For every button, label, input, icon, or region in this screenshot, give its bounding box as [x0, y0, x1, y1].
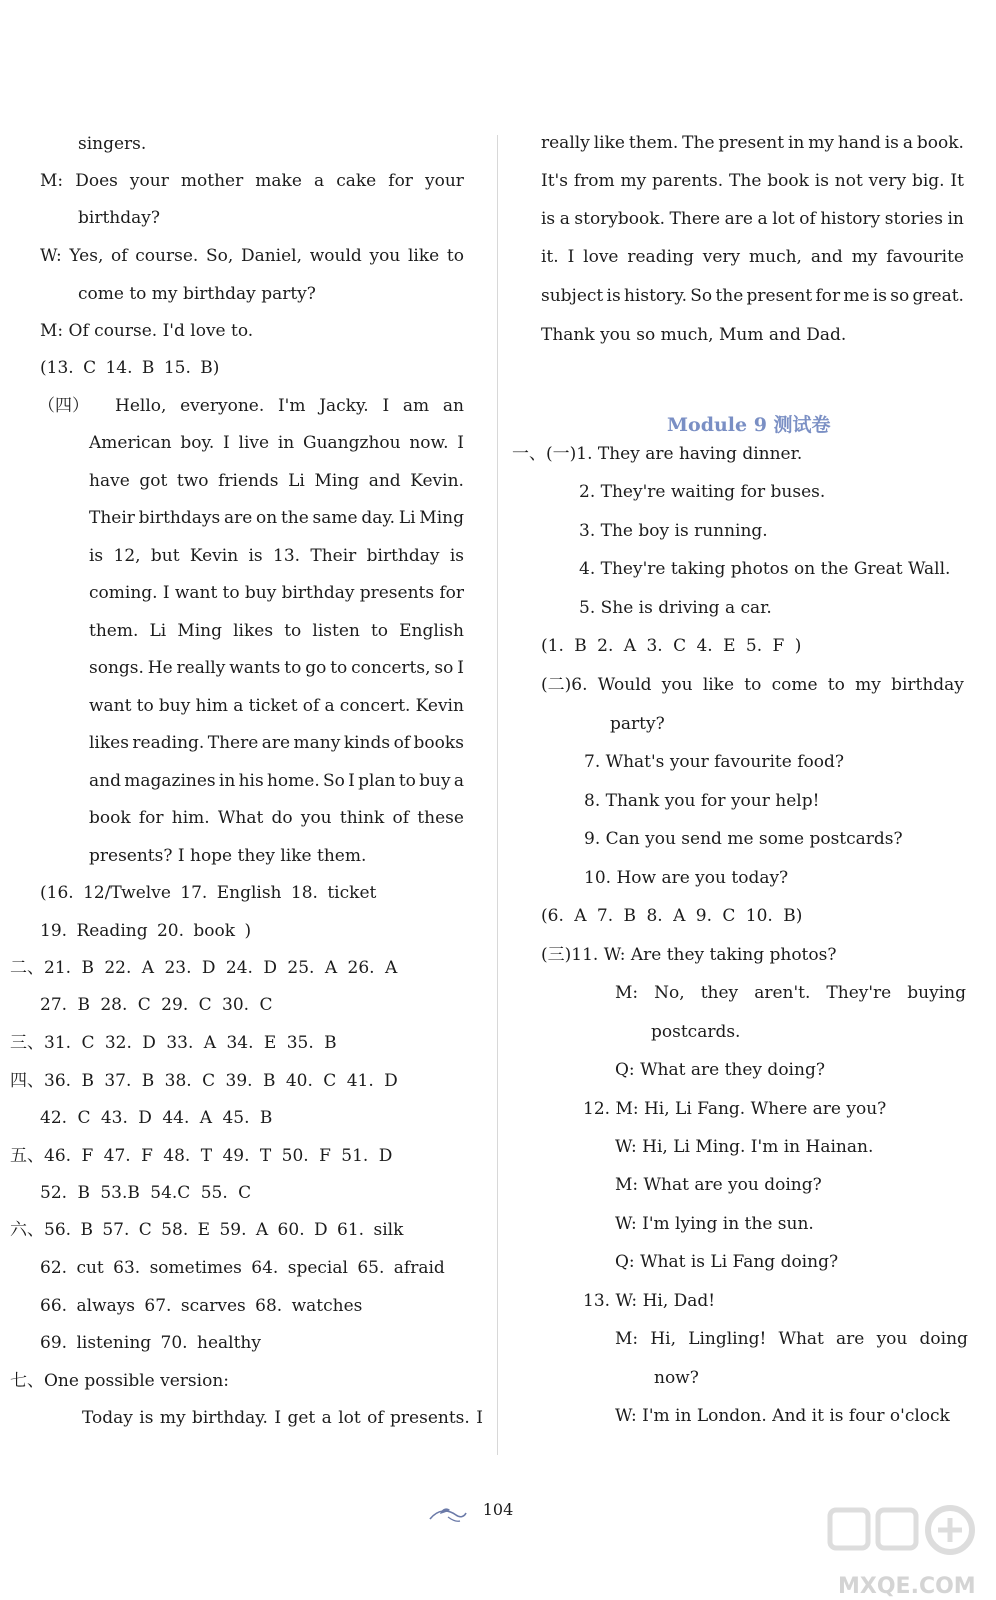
answer-line: 62. cut 63. sometimes 64. special 65. afraid	[40, 1258, 445, 1278]
word: of	[302, 696, 320, 716]
answer-line: 27. B 28. C 29. C 30. C	[40, 995, 273, 1015]
passage-line	[89, 545, 464, 567]
word: very	[868, 171, 907, 191]
word: to	[744, 675, 762, 695]
word: really	[176, 658, 226, 678]
word: I	[457, 658, 464, 678]
question-line: 10. How are you today?	[584, 868, 789, 888]
word: these	[417, 808, 464, 828]
word: a	[233, 696, 244, 716]
word: like	[593, 133, 625, 153]
passage-line	[89, 657, 464, 679]
word: and	[810, 247, 843, 267]
word: your	[129, 171, 169, 191]
answer-line: 六、56. B 57. C 58. E 59. A 60. D 61. silk	[10, 1220, 404, 1240]
word: subject	[541, 286, 604, 306]
word: them.	[628, 133, 679, 153]
word: present	[718, 133, 785, 153]
passage-line	[89, 807, 464, 829]
word: boy.	[180, 433, 215, 453]
word: think	[339, 808, 385, 828]
word: books	[413, 733, 464, 753]
word: 13.	[273, 546, 301, 566]
word: want	[174, 583, 218, 603]
word: history	[820, 209, 881, 229]
word: hand	[837, 133, 881, 153]
essay-line: Today is my birthday. I get a lot of presents. I	[82, 1408, 483, 1428]
word: come	[771, 675, 818, 695]
essay-line	[541, 246, 964, 268]
word: mother	[180, 171, 244, 191]
word: the	[715, 286, 744, 306]
word: live	[238, 433, 270, 453]
dialogue-line: M: What are you doing?	[615, 1175, 822, 1195]
word: got	[139, 471, 168, 491]
dialogue-line: now?	[654, 1368, 699, 1388]
word: are	[261, 733, 291, 753]
word: to	[446, 246, 464, 266]
question-line: 4. They're taking photos on the Great Wall.	[579, 559, 951, 579]
word: in	[218, 771, 236, 791]
word: The	[729, 171, 762, 191]
word: many	[293, 733, 341, 753]
word: and	[89, 771, 121, 791]
question-line	[541, 674, 964, 696]
word: book.	[916, 133, 964, 153]
word: in	[787, 133, 805, 153]
answer-line: 19. Reading 20. book )	[40, 921, 252, 941]
left-line: singers.	[78, 134, 147, 154]
word: I	[348, 771, 355, 791]
word: for	[138, 808, 164, 828]
word: buy	[158, 696, 191, 716]
word: lot	[772, 209, 795, 229]
word: aren't.	[754, 983, 811, 1003]
word: It's	[541, 171, 568, 191]
word: his	[238, 771, 264, 791]
word: big.	[911, 171, 945, 191]
word: from	[573, 171, 615, 191]
word: my	[855, 675, 881, 695]
word: kinds	[343, 733, 391, 753]
word: in	[277, 433, 295, 453]
word: Ming	[419, 508, 464, 528]
word: is	[248, 546, 263, 566]
word: coming.	[89, 583, 158, 603]
left-line: come to my birthday party?	[78, 284, 316, 304]
word: reading	[627, 247, 694, 267]
left-line: birthday?	[78, 208, 160, 228]
word: very	[702, 247, 741, 267]
word: Hello,	[115, 396, 167, 416]
dialogue-line: 13. W: Hi, Dad!	[583, 1291, 716, 1311]
word: Would	[597, 675, 652, 695]
word: 12,	[113, 546, 141, 566]
word: of	[392, 808, 410, 828]
word: favourite	[886, 247, 964, 267]
word: listen	[312, 621, 360, 641]
word: presents	[359, 583, 435, 603]
question-line: 3. The boy is running.	[579, 521, 768, 541]
word: present	[746, 286, 813, 306]
passage-line	[89, 470, 464, 492]
word: am	[402, 396, 430, 416]
passage-line: presents? I hope they like them.	[89, 846, 367, 866]
word: on	[256, 508, 278, 528]
word: of	[799, 209, 816, 229]
word: so	[434, 658, 454, 678]
word: really	[541, 133, 590, 153]
word: buy	[244, 583, 277, 603]
word: Li	[398, 508, 416, 528]
answer-line: (6. A 7. B 8. A 9. C 10. B)	[541, 906, 803, 926]
word: great.	[912, 286, 964, 306]
word: are	[836, 1329, 865, 1349]
left-line	[40, 245, 464, 267]
word: them.	[89, 621, 139, 641]
essay-line	[541, 170, 964, 192]
passage-line	[89, 770, 464, 792]
watermark-text: MXQE.COM	[838, 1574, 976, 1599]
word: is	[606, 286, 621, 306]
word: like	[407, 246, 440, 266]
word: is	[89, 546, 104, 566]
dialogue-line: Q: What is Li Fang doing?	[615, 1252, 839, 1272]
section-label: 七、One possible version:	[10, 1371, 229, 1391]
word: Ming	[177, 621, 223, 641]
dialogue-line	[615, 1328, 968, 1350]
answer-line: (1. B 2. A 3. C 4. E 5. F )	[541, 636, 802, 656]
word: concerts,	[351, 658, 431, 678]
passage-line	[89, 582, 464, 604]
word: to	[284, 621, 302, 641]
word: two	[176, 471, 209, 491]
answer-line: 二、21. B 22. A 23. D 24. D 25. A 26. A	[10, 958, 398, 978]
word: ticket	[248, 696, 298, 716]
word: Kevin	[415, 696, 464, 716]
dialogue-line	[615, 982, 966, 1004]
word: No,	[654, 983, 685, 1003]
word: buy	[419, 771, 451, 791]
answer-line: 52. B 53.B 54.C 55. C	[40, 1183, 252, 1203]
answer-line: 三、31. C 32. D 33. A 34. E 35. B	[10, 1033, 337, 1053]
word: It	[950, 171, 964, 191]
word: much,	[749, 247, 802, 267]
question-line: 5. She is driving a car.	[579, 598, 772, 618]
word: There	[669, 209, 721, 229]
word: So,	[205, 246, 234, 266]
word: now.	[409, 433, 449, 453]
word: plan	[358, 771, 396, 791]
word: an	[442, 396, 464, 416]
word: W:	[40, 246, 62, 266]
word: go	[305, 658, 327, 678]
word: book	[89, 808, 131, 828]
word: songs.	[89, 658, 144, 678]
word: Their	[310, 546, 357, 566]
word: American	[89, 433, 172, 453]
passage-line	[89, 695, 464, 717]
column-divider	[497, 135, 498, 1455]
passage-line	[89, 732, 464, 754]
passage-line	[115, 395, 464, 417]
word: So	[690, 286, 713, 306]
word: I	[223, 433, 230, 453]
section-label: （四）	[38, 396, 89, 416]
word: Lingling!	[688, 1329, 767, 1349]
question-line: party?	[610, 714, 665, 734]
question-line: 一、(一)1. They are having dinner.	[512, 444, 803, 464]
word: I	[162, 583, 170, 603]
page-number: 104	[482, 1500, 514, 1519]
dialogue-line: postcards.	[651, 1022, 741, 1042]
word: Their	[89, 508, 135, 528]
word: a	[313, 171, 325, 191]
dialogue-line: W: I'm in London. And it is four o'clock	[615, 1406, 950, 1426]
word: What	[778, 1329, 824, 1349]
word: and	[368, 471, 401, 491]
essay-line	[541, 285, 964, 307]
word: your	[425, 171, 464, 191]
word: my	[620, 171, 647, 191]
word: Yes,	[69, 246, 104, 266]
word: you	[661, 675, 693, 695]
answer-line: 五、46. F 47. F 48. T 49. T 50. F 51. D	[10, 1146, 393, 1166]
word: I'm	[277, 396, 306, 416]
word: I	[382, 396, 390, 416]
word: of	[111, 246, 128, 266]
dialogue-line: Q: What are they doing?	[615, 1060, 825, 1080]
word: likes	[233, 621, 274, 641]
word: home.	[266, 771, 320, 791]
word: to	[284, 658, 302, 678]
question-line: 2. They're waiting for buses.	[579, 482, 826, 502]
word: want	[89, 696, 132, 716]
word: him	[195, 696, 229, 716]
word: to	[398, 771, 416, 791]
word: concert.	[339, 696, 411, 716]
word: of	[393, 733, 411, 753]
section-heading: Module 9 测试卷	[667, 414, 831, 436]
answer-line: 四、36. B 37. B 38. C 39. B 40. C 41. D	[10, 1071, 398, 1091]
word: for	[388, 171, 413, 191]
word: my	[808, 133, 834, 153]
word: you	[369, 246, 401, 266]
word: a	[902, 133, 913, 153]
word: to	[136, 696, 154, 716]
word: it.	[541, 247, 559, 267]
word: to	[330, 658, 348, 678]
answer-line: 66. always 67. scarves 68. watches	[40, 1296, 363, 1316]
word: not	[834, 171, 863, 191]
word: The	[682, 133, 715, 153]
word: doing	[919, 1329, 968, 1349]
word: parents.	[652, 171, 724, 191]
word: Kevin.	[410, 471, 464, 491]
dialogue-line: (三)11. W: Are they taking photos?	[541, 945, 837, 965]
word: likes	[89, 733, 129, 753]
word: same	[312, 508, 358, 528]
word: so	[890, 286, 910, 306]
essay-line	[541, 208, 964, 230]
word: So	[323, 771, 345, 791]
dialogue-line: 12. M: Hi, Li Fang. Where are you?	[583, 1099, 887, 1119]
left-line	[40, 170, 464, 192]
word: but	[150, 546, 180, 566]
word: is	[541, 209, 556, 229]
question-line: 9. Can you send me some postcards?	[584, 829, 903, 849]
word: M:	[40, 171, 64, 191]
word: I	[457, 433, 464, 453]
word: to	[827, 675, 845, 695]
word: a	[324, 696, 335, 716]
dialogue-line: W: Hi, Li Ming. I'm in Hainan.	[615, 1137, 874, 1157]
answer-line: (13. C 14. B 15. B)	[40, 358, 220, 378]
word: would	[309, 246, 362, 266]
word: friends	[218, 471, 279, 491]
word: I	[567, 247, 575, 267]
word: in	[947, 209, 964, 229]
word: birthday	[891, 675, 964, 695]
word: birthday	[281, 583, 355, 603]
word: course.	[135, 246, 199, 266]
word: the	[280, 508, 309, 528]
word: Does	[75, 171, 118, 191]
word: stories	[884, 209, 943, 229]
dialogue-line: W: I'm lying in the sun.	[615, 1214, 814, 1234]
word: do	[271, 808, 293, 828]
word: wants	[229, 658, 281, 678]
word: birthdays	[138, 508, 221, 528]
word: Li	[288, 471, 305, 491]
word: is	[872, 286, 887, 306]
word: you	[876, 1329, 908, 1349]
word: love	[583, 247, 619, 267]
word: M:	[615, 983, 639, 1003]
word: a	[453, 771, 464, 791]
word: cake	[336, 171, 377, 191]
word: is	[449, 546, 464, 566]
word: are	[223, 508, 253, 528]
word: have	[89, 471, 130, 491]
word: history.	[623, 286, 688, 306]
word: Daniel,	[240, 246, 303, 266]
word: Jacky.	[319, 396, 369, 416]
word: They're	[826, 983, 892, 1003]
word: to	[222, 583, 240, 603]
passage-line	[89, 507, 464, 529]
word: a	[757, 209, 768, 229]
answer-line: (16. 12/Twelve 17. English 18. ticket	[40, 883, 377, 903]
question-line: 8. Thank you for your help!	[584, 791, 820, 811]
word: English	[399, 621, 464, 641]
word: M:	[615, 1329, 639, 1349]
word: they	[700, 983, 739, 1003]
word: magazines	[124, 771, 216, 791]
word: are	[724, 209, 753, 229]
passage-line	[89, 432, 464, 454]
word: me	[843, 286, 870, 306]
word: like	[702, 675, 735, 695]
word: Kevin	[189, 546, 239, 566]
word: is	[884, 133, 899, 153]
word: my	[851, 247, 878, 267]
word: buying	[907, 983, 966, 1003]
word: There	[207, 733, 259, 753]
word: reading.	[132, 733, 205, 753]
word: make	[255, 171, 302, 191]
word: storybook.	[574, 209, 665, 229]
word: you	[300, 808, 332, 828]
word: Li	[149, 621, 167, 641]
word: Hi,	[650, 1329, 676, 1349]
essay-line: Thank you so much, Mum and Dad.	[541, 325, 847, 345]
word: (二)6.	[541, 675, 588, 695]
answer-line: 42. C 43. D 44. A 45. B	[40, 1108, 273, 1128]
word: for	[815, 286, 841, 306]
word: He	[147, 658, 173, 678]
word: for	[439, 583, 464, 603]
essay-line	[541, 132, 964, 154]
word: is	[814, 171, 829, 191]
word: him.	[171, 808, 210, 828]
word: Guangzhou	[303, 433, 401, 453]
word: a	[559, 209, 570, 229]
word: Ming	[314, 471, 360, 491]
word: book	[767, 171, 809, 191]
word: What	[217, 808, 264, 828]
word: birthday	[366, 546, 440, 566]
word: everyone.	[180, 396, 265, 416]
question-line: 7. What's your favourite food?	[584, 752, 844, 772]
word: to	[370, 621, 389, 641]
left-line: M: Of course. I'd love to.	[40, 321, 254, 341]
passage-line	[89, 620, 464, 642]
word: day.	[361, 508, 396, 528]
answer-line: 69. listening 70. healthy	[40, 1333, 261, 1353]
